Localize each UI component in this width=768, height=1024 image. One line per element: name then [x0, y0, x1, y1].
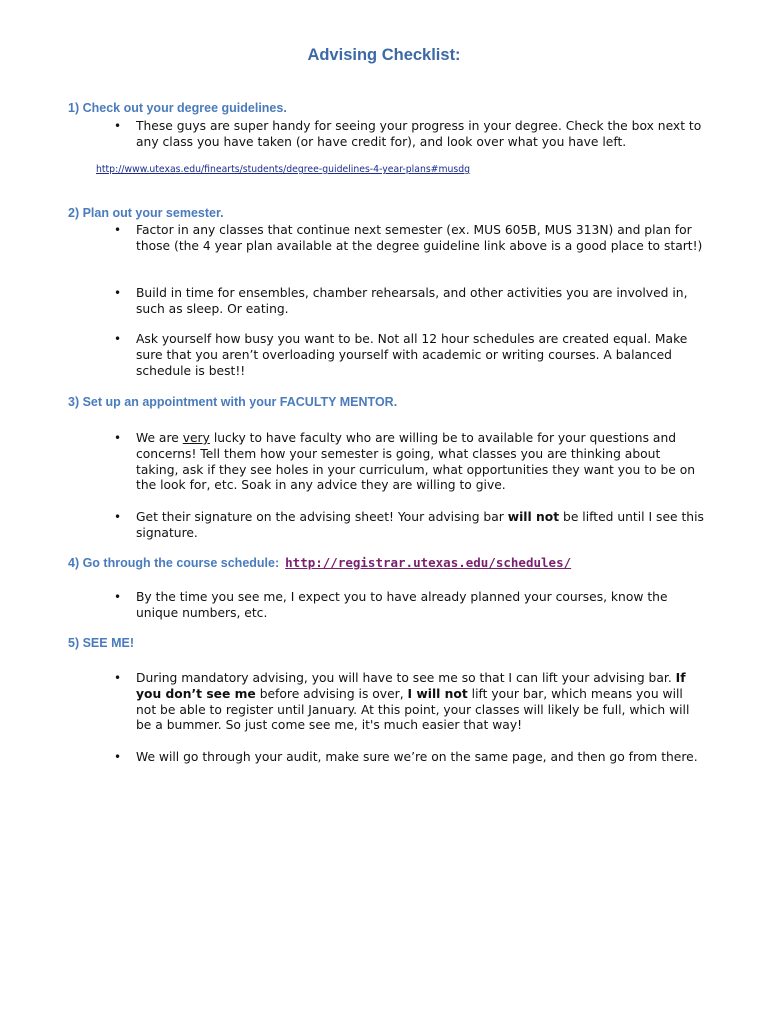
registrar-schedules-link[interactable]: http://registrar.utexas.edu/schedules/ — [285, 555, 572, 570]
section-3-heading: 3) Set up an appointment with your FACULTY MENTOR. — [68, 395, 398, 409]
section-1-bullet-1: These guys are super handy for seeing your progress in your degree. Check the box next to any class you have taken (or have credit for), and look over what you have left. — [136, 119, 702, 149]
section-1-heading: 1) Check out your degree guidelines. — [68, 101, 287, 115]
section-3-bullet-1 — [136, 431, 706, 494]
bullet-4-1: • — [114, 590, 122, 604]
section-2-bullet-3: Ask yourself how busy you want to be. Not all 12 hour schedules are created equal. Make sure that you aren’t overloading yourself with academic or writing courses. A balanced schedule is best!! — [136, 332, 688, 378]
section-2-bullet-2: Build in time for ensembles, chamber rehearsals, and other activities you are involved in, such as sleep. Or eating. — [136, 286, 688, 316]
section-4-bullet-1: By the time you see me, I expect you to have already planned your courses, know the unique numbers, etc. — [136, 590, 668, 620]
emphasis-bold: will not — [507, 510, 560, 524]
section-5-heading: 5) SEE ME! — [68, 636, 134, 650]
bullet-5-2: • — [114, 750, 122, 764]
section-2-heading: 2) Plan out your semester. — [68, 206, 224, 220]
section-2-bullet-1: Factor in any classes that continue next semester (ex. MUS 605B, MUS 313N) and plan for those (the 4 year plan available at the degree guideline link above is a good place to start!) — [136, 223, 703, 253]
text-run: lucky to have faculty who are willing be to available for your questions and concerns! Tell them how your semester is going, what classes you are thinking about taking, ask if they see holes in your curriculum, what opportunities they want you to be on the look for, etc. Soak in any advice they are willing to give. — [136, 431, 696, 493]
bullet-1-1: • — [114, 119, 122, 133]
emphasis-bold: If you don’t see me — [136, 671, 686, 701]
text-run: During mandatory advising, you will have to see me so that I can lift your advising bar. — [136, 671, 676, 685]
section-3-bullet-2 — [136, 510, 706, 542]
bullet-2-3: • — [114, 332, 122, 346]
bullet-3-2: • — [114, 510, 122, 524]
section-4-heading — [68, 555, 571, 570]
degree-guidelines-link[interactable]: http://www.utexas.edu/finearts/students/degree-guidelines-4-year-plans#musdg — [96, 164, 471, 175]
section-5-bullet-2: We will go through your audit, make sure we’re on the same page, and then go from there. — [136, 750, 698, 764]
emphasis-bold: I will not — [407, 686, 468, 701]
bullet-5-1: • — [114, 671, 122, 685]
emphasis-underline: very — [182, 431, 210, 445]
bullet-2-1: • — [114, 223, 122, 237]
text-run: Get their signature on the advising sheet! Your advising bar — [136, 510, 508, 524]
page-title: Advising Checklist: — [307, 46, 461, 64]
section-5-bullet-1 — [136, 671, 706, 734]
bullet-3-1: • — [114, 431, 122, 445]
bullet-2-2: • — [114, 286, 122, 300]
text-run: before advising is over, — [255, 686, 408, 701]
text-run: lift your bar, which means you will not be able to register until January. At this point, your classes will likely be full, which will be a bummer. So just come see me, it's much easier that way! — [136, 686, 690, 733]
section-4-heading-text: 4) Go through the course schedule: — [68, 556, 280, 570]
text-run: be lifted until I see this signature. — [136, 510, 704, 540]
text-run: We are — [136, 431, 183, 445]
